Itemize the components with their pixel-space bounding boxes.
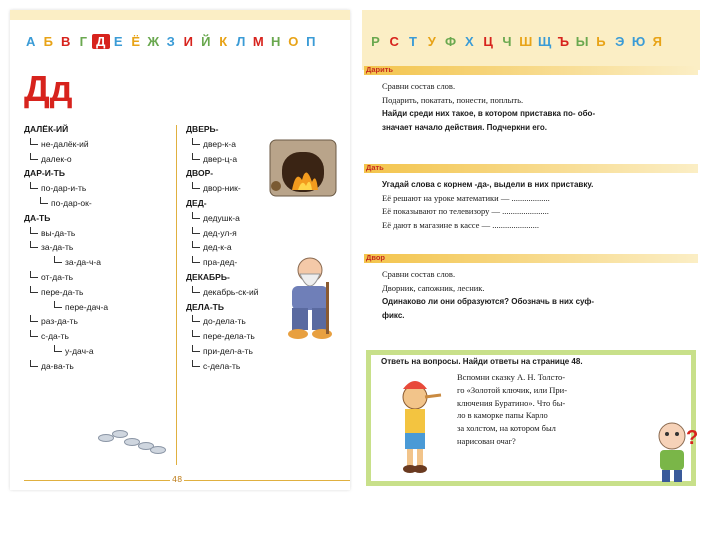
tree-branch [30, 360, 38, 367]
word-text: декабрь-ск-ий [203, 286, 259, 297]
alphabet-letter: Ы [575, 34, 589, 49]
alphabet-letter: П [306, 34, 316, 49]
tree-branch [192, 330, 200, 337]
word-tree-column-2 [186, 122, 258, 374]
word-text: далек-о [41, 153, 72, 164]
tree-branch [54, 301, 62, 308]
alphabet-letter: Я [652, 34, 663, 49]
alphabet-letter: А [26, 34, 36, 49]
tree-branch [192, 182, 200, 189]
exercise-line: Её решают на уроке математики — .................. [382, 192, 550, 203]
alphabet-letter: И [183, 34, 193, 49]
derived-word [186, 359, 258, 374]
alphabet-letter: Ц [483, 34, 493, 49]
question-text: Ответь на вопросы. Найди ответы на странице 48. [381, 357, 583, 366]
derived-word [24, 329, 108, 344]
tree-branch [30, 271, 38, 278]
root-word [186, 196, 258, 211]
word-text: ДЕКАБРЬ- [186, 271, 230, 282]
derived-word [24, 181, 108, 196]
coins-illustration [98, 430, 168, 460]
word-text: не-далёк-ий [41, 138, 89, 149]
right-page [362, 10, 700, 490]
big-letter-heading: Дд [24, 68, 73, 109]
alphabet-letter: Ъ [557, 34, 570, 49]
word-text: двер-ц-а [203, 153, 238, 164]
section-label-bar [364, 66, 698, 75]
tree-branch [192, 241, 200, 248]
alphabet-letter: К [219, 34, 228, 49]
word-text: за-да-ть [41, 242, 74, 253]
derived-word [24, 240, 108, 255]
alphabet-letter: Р [371, 34, 380, 49]
tree-branch [30, 227, 38, 234]
word-text: от-да-ть [41, 271, 74, 282]
derived-word [24, 285, 108, 300]
exercise-line: Сравни состав слов. [382, 269, 456, 279]
tree-branch [30, 286, 38, 293]
word-tree-column-1 [24, 122, 108, 374]
word-text: пере-дела-ть [203, 331, 255, 342]
alphabet-letter: Щ [537, 34, 552, 49]
alphabet-letter: Н [271, 34, 281, 49]
page-number: 48 [172, 475, 183, 484]
alphabet-letter: У [427, 34, 436, 49]
word-text: ДАР-И-ТЬ [24, 168, 65, 179]
section-label: Дарить [366, 65, 393, 74]
tree-branch [192, 345, 200, 352]
exercise-line: Подарить, покатать, понести, поплыть. [382, 94, 524, 105]
alphabet-letter: Е [113, 34, 123, 49]
story-line: ключения Буратино». Что бы- [457, 397, 566, 408]
alphabet-letter: З [166, 34, 175, 49]
exercise-block [382, 268, 694, 322]
question-boy-illustration [652, 420, 698, 484]
tree-branch [30, 182, 38, 189]
word-text: пра-дед- [203, 257, 238, 268]
tree-branch [192, 360, 200, 367]
bottom-rule [24, 480, 350, 481]
word-text: с-да-ть [41, 331, 69, 342]
word-text: ДЕЛА-ТЬ [186, 301, 224, 312]
alphabet-letter: Э [615, 34, 625, 49]
word-text: ДВЕРЬ- [186, 124, 219, 134]
derived-word [24, 196, 108, 211]
alphabet-letter: Х [465, 34, 474, 49]
tree-branch [30, 138, 38, 145]
alphabet-letter: Л [236, 34, 246, 49]
alphabet-letter: С [389, 34, 399, 49]
word-text: двер-к-а [203, 138, 236, 149]
word-text: ДЕД- [186, 197, 207, 208]
derived-word [24, 344, 108, 359]
root-word [24, 166, 108, 181]
word-text: по-дар-и-ть [41, 183, 87, 194]
derived-word [24, 300, 108, 315]
exercise-block [382, 178, 694, 232]
exercise-line: Одинаково ли они образуются? Обозначь в них суф- [382, 297, 595, 306]
old-man-illustration [280, 254, 342, 342]
section-label: Дать [366, 163, 384, 172]
word-text: ДАЛЁК-ИЙ [24, 124, 69, 134]
root-word [24, 122, 108, 137]
root-word [186, 270, 258, 285]
derived-word [24, 255, 108, 270]
exercise-line: Угадай слова с корнем -да-, выдели в них приставку. [382, 180, 594, 189]
pinocchio-illustration [385, 375, 445, 475]
derived-word [186, 314, 258, 329]
derived-word [186, 240, 258, 255]
tree-branch [192, 153, 200, 160]
alphabet-letter: Ч [502, 34, 512, 49]
derived-word [186, 211, 258, 226]
derived-word [186, 285, 258, 300]
tree-branch [30, 315, 38, 322]
derived-word [24, 314, 108, 329]
question-box [366, 350, 696, 486]
derived-word [186, 152, 258, 167]
derived-word [186, 344, 258, 359]
word-text: пере-дач-а [65, 301, 109, 312]
story-line: за холстом, на котором был [457, 423, 556, 434]
section-label-bar [364, 164, 698, 173]
tree-branch [192, 212, 200, 219]
derived-word [186, 181, 258, 196]
alphabet-letter: М [252, 34, 264, 49]
alphabet-letter: Б [43, 34, 53, 49]
section-label: Двор [366, 253, 386, 262]
exercise-line: фикс. [382, 310, 405, 320]
word-text: да-ва-ть [41, 360, 74, 371]
tree-branch [30, 330, 38, 337]
derived-word [186, 255, 258, 270]
root-word [186, 122, 258, 137]
alphabet-letter: Т [409, 34, 417, 49]
derived-word [186, 137, 258, 152]
column-divider [176, 125, 177, 465]
story-line: ло в каморке папы Карло [457, 410, 548, 421]
root-word [186, 300, 258, 315]
derived-word [24, 152, 108, 167]
tree-branch [40, 197, 48, 204]
derived-word [186, 329, 258, 344]
tree-branch [192, 138, 200, 145]
tree-branch [192, 227, 200, 234]
tree-branch [192, 315, 200, 322]
exercise-block [382, 80, 694, 134]
word-text: пере-да-ть [41, 286, 84, 297]
exercise-line: Дворник, сапожник, лесник. [382, 282, 485, 293]
word-text: с-дела-ть [203, 360, 241, 371]
alphabet-letter: О [288, 34, 299, 49]
alphabet-letter: Ф [445, 34, 457, 49]
tree-branch [54, 256, 62, 263]
alphabet-letter: Ю [631, 34, 646, 49]
alphabet-letter: Ш [519, 34, 533, 49]
tree-branch [192, 286, 200, 293]
tree-branch [30, 153, 38, 160]
story-line: Вспомни сказку А. Н. Толсто- [457, 372, 566, 382]
word-text: двор-ник- [203, 183, 241, 194]
derived-word [24, 270, 108, 285]
story-text [457, 371, 647, 448]
section-label-bar [364, 254, 698, 263]
alphabet-letter: В [61, 34, 71, 49]
alphabet-letter: Д [92, 34, 110, 49]
alphabet-letter: Ё [131, 34, 141, 49]
derived-word [24, 137, 108, 152]
derived-word [24, 359, 108, 374]
story-line: го «Золотой ключик, или При- [457, 384, 568, 395]
left-page [10, 10, 350, 490]
word-text: ДА-ТЬ [24, 212, 51, 223]
word-text: до-дела-ть [203, 316, 246, 327]
exercise-line: значает начало действия. Подчеркни его. [382, 122, 548, 132]
tree-branch [30, 241, 38, 248]
question-mark-icon: ? [686, 427, 698, 449]
exercise-line: Её показывают по телевизору — ...................... [382, 206, 549, 216]
word-text: дед-к-а [203, 242, 232, 253]
top-band [10, 10, 350, 20]
alphabet-strip-right [366, 34, 667, 49]
derived-word [186, 226, 258, 241]
exercise-line: Её дают в магазине в кассе — ...................... [382, 219, 539, 230]
alphabet-letter: Ж [147, 34, 160, 49]
word-text: у-дач-а [65, 345, 94, 356]
word-text: за-да-ч-а [65, 257, 101, 268]
tree-branch [54, 345, 62, 352]
word-text: вы-да-ть [41, 227, 76, 238]
word-text: ДВОР- [186, 168, 214, 179]
exercise-line: Найди среди них такое, в котором приставка по- обо- [382, 109, 596, 118]
word-text: при-дел-а-ть [203, 345, 253, 356]
alphabet-strip-left [22, 34, 320, 49]
word-text: дедушк-а [203, 212, 240, 223]
alphabet-letter: Г [79, 34, 87, 49]
exercise-line: Сравни состав слов. [382, 81, 456, 91]
alphabet-letter: Й [201, 34, 211, 49]
word-text: дед-ул-я [203, 227, 237, 238]
tree-branch [192, 256, 200, 263]
fireplace-illustration [264, 136, 342, 198]
word-text: по-дар-ок- [51, 197, 92, 208]
derived-word [24, 226, 108, 241]
root-word [186, 166, 258, 181]
root-word [24, 211, 108, 226]
story-line: нарисован очаг? [457, 435, 516, 446]
word-text: раз-да-ть [41, 316, 78, 327]
alphabet-letter: Ь [596, 34, 606, 49]
